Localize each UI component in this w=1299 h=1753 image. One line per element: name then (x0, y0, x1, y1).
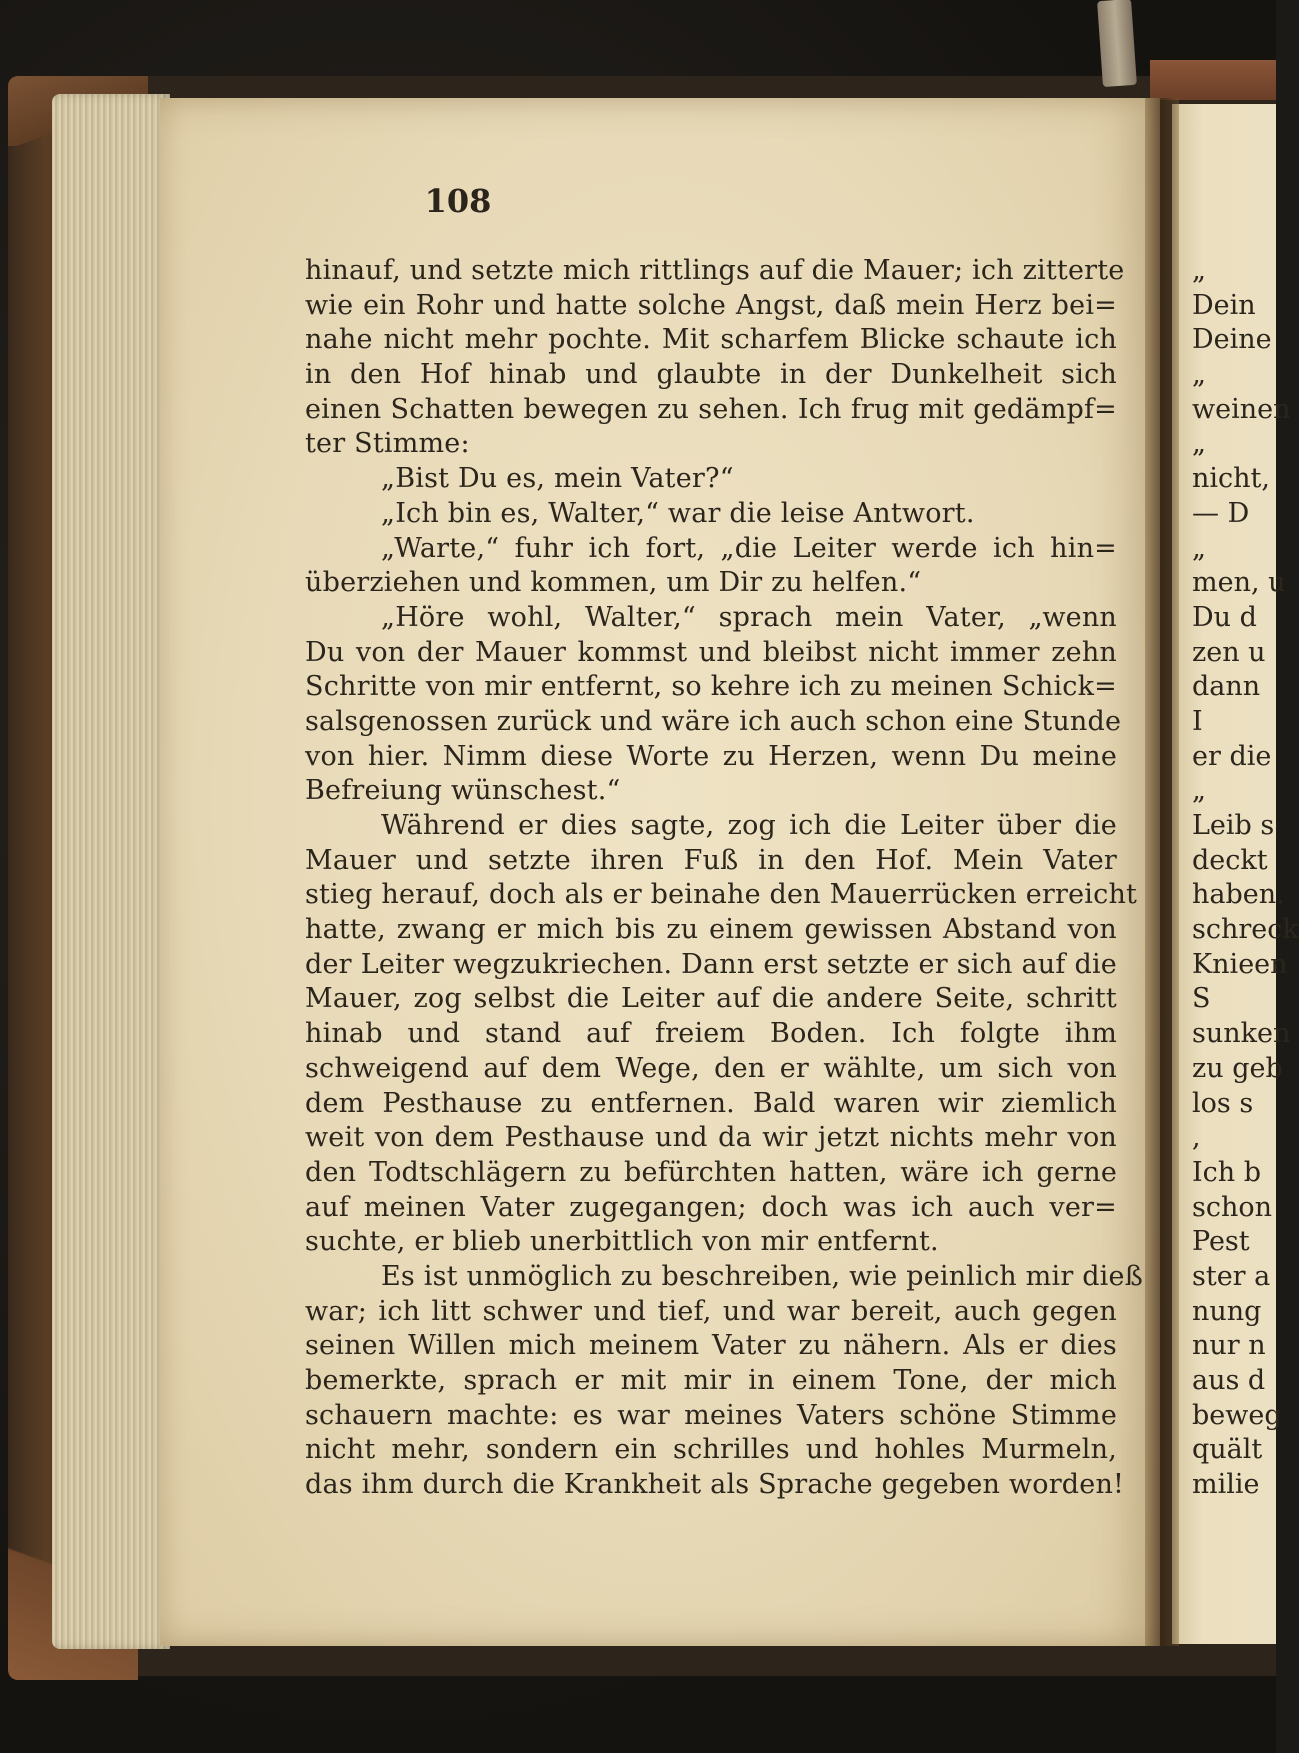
facing-text-line: , (1192, 1122, 1201, 1154)
facing-text-line: I (1192, 705, 1203, 737)
facing-text-line: Knieen (1192, 948, 1288, 980)
facing-text-line: „ (1192, 532, 1206, 564)
text-line: dem Pesthause zu entfernen. Bald waren wir ziemlich (305, 1087, 1117, 1119)
facing-text-line: S (1192, 983, 1211, 1015)
book-gutter (1145, 98, 1179, 1646)
facing-text-line: nur n (1192, 1330, 1266, 1362)
facing-text-line: Du d (1192, 601, 1257, 633)
text-line: schweigend auf dem Wege, den er wählte, um sich von (305, 1052, 1117, 1084)
text-line: „Bist Du es, mein Vater?“ (381, 463, 734, 495)
facing-text-line: milie (1192, 1469, 1260, 1501)
text-line: von hier. Nimm diese Worte zu Herzen, wenn Du meine (305, 740, 1117, 772)
text-line: weit von dem Pesthause und da wir jetzt nichts mehr von (305, 1122, 1117, 1154)
text-line: nicht mehr, sondern ein schrilles und hohles Murmeln, (305, 1434, 1117, 1466)
facing-text-line: Leib s (1192, 810, 1275, 841)
text-line: Es ist unmöglich zu beschreiben, wie peinlich mir dieß (381, 1260, 1143, 1292)
text-line: den Todtschlägern zu befürchten hatten, wäre ich gerne (305, 1156, 1117, 1188)
text-line: in den Hof hinab und glaubte in der Dunkelheit sich (305, 359, 1117, 391)
page-edges (52, 94, 170, 1649)
text-line: suchte, er blieb unerbittlich von mir entfernt. (305, 1226, 939, 1258)
facing-text-line: er die (1192, 740, 1272, 772)
text-line: „Warte,“ fuhr ich fort, „die Leiter werde ich hin= (381, 532, 1117, 564)
text-line: hinauf, und setzte mich rittlings auf die Mauer; ich zitterte (305, 255, 1125, 286)
facing-text-line: nicht, (1192, 463, 1270, 495)
text-line: war; ich litt schwer und tief, und war bereit, auch gegen (305, 1295, 1117, 1327)
facing-text-line: dann (1192, 671, 1261, 703)
page-number: 108 (424, 182, 492, 220)
text-line: stieg herauf, doch als er beinahe den Mauerrücken erreicht (305, 879, 1138, 911)
facing-text-line: weinen (1192, 393, 1291, 425)
text-line: Während er dies sagte, zog ich die Leiter über die (381, 810, 1117, 841)
text-line: das ihm durch die Krankheit als Sprache gegeben worden! (305, 1469, 1125, 1501)
facing-text-line: schreck (1192, 914, 1299, 946)
facing-text-line: deckt (1192, 844, 1268, 876)
facing-text-line: haben. (1192, 879, 1285, 911)
facing-text-line: quält (1192, 1434, 1263, 1466)
text-line: seinen Willen mich meinem Vater zu nähern. Als er dies (305, 1330, 1117, 1362)
text-line: „Höre wohl, Walter,“ sprach mein Vater, „wenn (381, 601, 1117, 633)
facing-text-line: — D (1192, 497, 1250, 529)
facing-text-line: „ (1192, 428, 1206, 460)
text-line: Mauer und setzte ihren Fuß in den Hof. Mein Vater (305, 844, 1117, 876)
facing-page-text (1192, 254, 1299, 1503)
text-line: überziehen und kommen, um Dir zu helfen.“ (305, 567, 922, 599)
facing-text-line: men, u (1192, 567, 1286, 599)
facing-text-line: ster a (1192, 1260, 1271, 1292)
facing-text-line: „ (1192, 775, 1206, 807)
text-line: schauern machte: es war meines Vaters schöne Stimme (305, 1399, 1117, 1431)
text-line: wie ein Rohr und hatte solche Angst, daß mein Herz bei= (305, 289, 1117, 321)
text-line: Du von der Mauer kommst und bleibst nicht immer zehn (305, 636, 1117, 668)
facing-text-line: los s (1192, 1087, 1254, 1119)
text-line: nahe nicht mehr pochte. Mit scharfem Blicke schaute ich (305, 324, 1117, 356)
text-line: Schritte von mir entfernt, so kehre ich zu meinen Schick= (305, 671, 1117, 703)
text-line: Befreiung wünschest.“ (305, 775, 621, 807)
facing-text-line: Pest (1192, 1226, 1250, 1258)
text-line: salsgenossen zurück und wäre ich auch schon eine Stunde (305, 705, 1122, 737)
facing-text-line: Dein (1192, 289, 1256, 321)
text-line: auf meinen Vater zugegangen; doch was ich auch ver= (305, 1191, 1117, 1223)
facing-text-line: sunken (1192, 1018, 1291, 1050)
text-line: bemerkte, sprach er mit mir in einem Tone, der mich (305, 1365, 1117, 1396)
facing-text-line: beweg (1192, 1399, 1282, 1431)
text-line: der Leiter wegzukriechen. Dann erst setzte er sich auf die (305, 948, 1117, 980)
facing-text-line: Ich b (1192, 1156, 1262, 1188)
text-line: einen Schatten bewegen zu sehen. Ich frug mit gedämpf= (305, 393, 1117, 425)
text-line: ter Stimme: (305, 428, 470, 460)
text-line: „Ich bin es, Walter,“ war die leise Antwort. (381, 497, 975, 529)
facing-text-line: aus d (1192, 1365, 1266, 1396)
facing-text-line: zen u (1192, 636, 1266, 668)
facing-text-line: zu geb (1192, 1052, 1283, 1084)
text-line: Mauer, zog selbst die Leiter auf die andere Seite, schritt (305, 983, 1117, 1015)
facing-text-line: nung (1192, 1295, 1262, 1327)
text-line: hatte, zwang er mich bis zu einem gewissen Abstand von (305, 914, 1117, 946)
text-line: hinab und stand auf freiem Boden. Ich folgte ihm (305, 1018, 1117, 1050)
facing-text-line: „ (1192, 359, 1206, 391)
bookmark-ribbon (1097, 0, 1137, 87)
leather-spine-strip (1150, 60, 1276, 100)
facing-text-line: Deine (1192, 324, 1272, 356)
facing-text-line: schon (1192, 1191, 1273, 1223)
page-text (305, 254, 1143, 1503)
facing-text-line: „ (1192, 255, 1206, 286)
